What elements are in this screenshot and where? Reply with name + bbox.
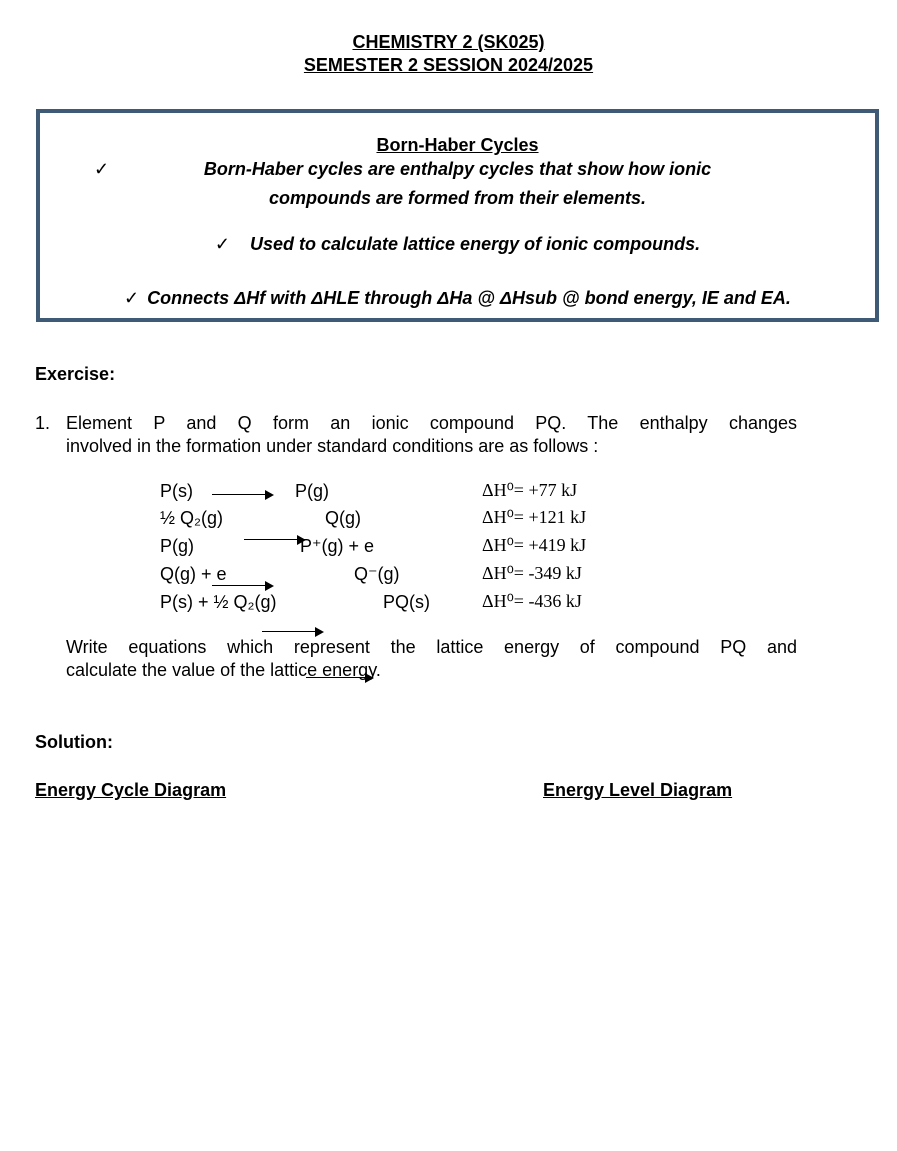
energy-level-heading: Energy Level Diagram: [543, 780, 733, 800]
task-line-2: calculate the value of the lattice energy.: [66, 660, 381, 680]
course-title: CHEMISTRY 2 (SK025): [352, 32, 545, 52]
reaction-arrow-icon: [212, 490, 274, 500]
box-title: Born-Haber Cycles: [376, 135, 539, 155]
energy-cycle-heading: Energy Cycle Diagram: [35, 780, 227, 800]
equation-row: Q(g) + e Q⁻(g) ΔH⁰= -349 kJ: [0, 54, 897, 72]
reaction-arrow-icon: [244, 535, 306, 545]
equation-row: ½ Q₂(g) Q(g) ΔH⁰= +121 kJ: [0, 18, 897, 36]
check-icon: ✓: [124, 288, 140, 308]
bullet-2: ✓ Used to calculate lattice energy of ionic compounds.: [214, 234, 701, 254]
question-line-2: involved in the formation under standard conditions are as follows :: [66, 436, 599, 456]
solution-label: Solution:: [35, 732, 113, 752]
bullet-3: ✓ Connects ΔHf with ΔHLE through ΔHa @ ΔHsub @ bond energy, IE and EA.: [124, 288, 791, 308]
exercise-label: Exercise:: [35, 364, 116, 384]
bullet-1-line-2: compounds are formed from their elements.: [268, 188, 647, 208]
equation-row: P(g) P⁺(g) + e ΔH⁰= +419 kJ: [0, 36, 897, 54]
check-icon: ✓: [214, 234, 230, 254]
semester-title: SEMESTER 2 SESSION 2024/2025: [303, 55, 594, 75]
born-haber-info-box: [36, 109, 879, 322]
question-number: 1.: [35, 413, 51, 433]
bullet-1-line-1: ✓ Born-Haber cycles are enthalpy cycles that show how ionic: [94, 159, 712, 179]
equation-row: P(s) P(g) ΔH⁰= +77 kJ: [160, 480, 578, 501]
equation-row: P(s) + ½ Q₂(g) PQ(s) ΔH⁰= -436 kJ: [0, 72, 897, 90]
question-line-1: Element P and Q form an ionic compound PQ. The enthalpy changes: [66, 413, 797, 433]
task-line-1: Write equations which represent the lattice energy of compound PQ and: [66, 637, 797, 657]
check-icon: ✓: [94, 159, 110, 179]
